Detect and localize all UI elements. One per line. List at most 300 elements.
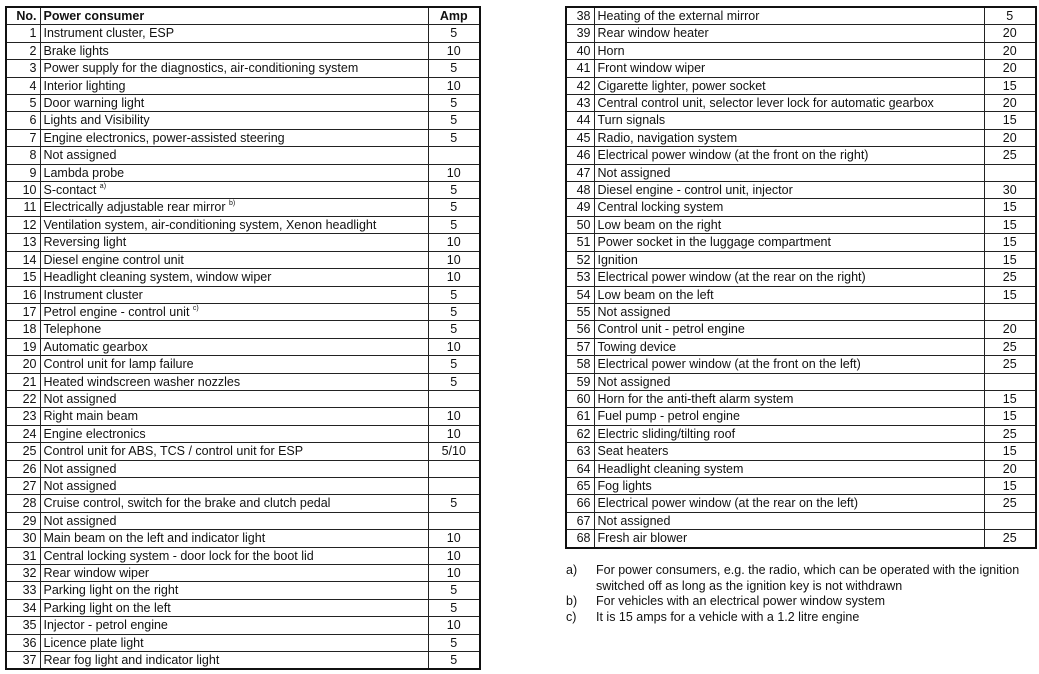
table-row <box>566 408 1036 425</box>
table-row <box>566 216 1036 233</box>
power-consumer-name: Low beam on the right <box>597 217 722 232</box>
power-consumer-cell <box>40 582 428 599</box>
power-consumer-cell <box>594 443 984 460</box>
amp-value: 10 <box>428 234 480 251</box>
power-consumer-cell <box>40 356 428 373</box>
table-row <box>6 112 480 129</box>
power-consumer-cell <box>594 425 984 442</box>
table-row <box>566 269 1036 286</box>
amp-value: 5 <box>428 303 480 320</box>
power-consumer-cell <box>40 77 428 94</box>
table-row <box>566 129 1036 146</box>
power-consumer-cell <box>40 112 428 129</box>
power-consumer-cell <box>40 425 428 442</box>
table-row <box>6 373 480 390</box>
power-consumer-cell <box>594 477 984 494</box>
power-consumer-name: Rear fog light and indicator light <box>43 653 220 668</box>
fuse-number: 66 <box>566 495 594 512</box>
table-row <box>566 25 1036 42</box>
table-row <box>566 95 1036 112</box>
table-row <box>6 269 480 286</box>
power-consumer-cell <box>40 617 428 634</box>
power-consumer-cell <box>594 216 984 233</box>
power-consumer-name: Electrical power window (at the rear on the right) <box>597 270 866 285</box>
amp-value: 25 <box>984 425 1036 442</box>
fuse-number: 24 <box>6 425 40 442</box>
power-consumer-cell <box>40 547 428 564</box>
power-consumer-name: Not assigned <box>597 304 671 319</box>
table-row <box>6 129 480 146</box>
fuse-number: 2 <box>6 42 40 59</box>
power-consumer-cell <box>594 25 984 42</box>
power-consumer-cell <box>594 286 984 303</box>
power-consumer-name: Electrical power window (at the front on the right) <box>597 148 869 163</box>
amp-value: 5 <box>428 199 480 216</box>
table-row <box>6 60 480 77</box>
power-consumer-cell <box>594 251 984 268</box>
amp-value: 5 <box>428 129 480 146</box>
amp-value: 5 <box>428 582 480 599</box>
fuse-number: 25 <box>6 443 40 460</box>
amp-value: 25 <box>984 338 1036 355</box>
power-consumer-cell <box>594 199 984 216</box>
table-row <box>6 95 480 112</box>
table-row <box>6 147 480 164</box>
power-consumer-name: Lights and Visibility <box>43 113 150 128</box>
power-consumer-cell <box>40 408 428 425</box>
fuse-number: 19 <box>6 338 40 355</box>
power-consumer-cell <box>40 338 428 355</box>
table-row <box>6 652 480 670</box>
power-consumer-name: Main beam on the left and indicator light <box>43 531 266 546</box>
power-consumer-cell <box>40 495 428 512</box>
fuse-number: 44 <box>566 112 594 129</box>
amp-value: 15 <box>984 390 1036 407</box>
table-row <box>566 530 1036 548</box>
footnote <box>566 563 1036 594</box>
amp-value: 5 <box>428 216 480 233</box>
amp-value: 20 <box>984 25 1036 42</box>
amp-value: 15 <box>984 199 1036 216</box>
power-consumer-cell <box>40 512 428 529</box>
amp-value: 25 <box>984 495 1036 512</box>
power-consumer-cell <box>594 42 984 59</box>
power-consumer-cell <box>594 60 984 77</box>
power-consumer-name: Not assigned <box>597 165 671 180</box>
power-consumer-name: Rear window wiper <box>43 566 150 580</box>
fuse-number: 21 <box>6 373 40 390</box>
fuse-table-left <box>5 6 481 670</box>
amp-value: 5 <box>428 60 480 77</box>
table-row <box>6 42 480 59</box>
power-consumer-name: Not assigned <box>597 374 671 389</box>
amp-value: 10 <box>428 425 480 442</box>
fuse-number: 43 <box>566 95 594 112</box>
fuse-number: 55 <box>566 303 594 320</box>
table-row <box>566 60 1036 77</box>
power-consumer-name: Diesel engine - control unit, injector <box>597 183 793 198</box>
table-row <box>566 512 1036 529</box>
power-consumer-cell <box>594 321 984 338</box>
amp-value: 10 <box>428 547 480 564</box>
fuse-number: 64 <box>566 460 594 477</box>
power-consumer-cell <box>40 216 428 233</box>
power-consumer-cell <box>40 95 428 112</box>
power-consumer-cell <box>594 77 984 94</box>
power-consumer-name: Brake lights <box>43 43 109 58</box>
power-consumer-cell <box>40 164 428 181</box>
power-consumer-name: Horn for the anti-theft alarm system <box>597 391 794 406</box>
table-row <box>6 547 480 564</box>
power-consumer-cell <box>594 408 984 425</box>
fuse-number: 63 <box>566 443 594 460</box>
power-consumer-name: Control unit for ABS, TCS / control unit for ESP <box>43 444 304 459</box>
table-row <box>566 338 1036 355</box>
amp-value: 5 <box>428 95 480 112</box>
amp-value: 10 <box>428 164 480 181</box>
table-row <box>6 599 480 616</box>
amp-value: 5 <box>984 7 1036 25</box>
footnote-mark: b) <box>566 594 578 608</box>
power-consumer-cell <box>40 443 428 460</box>
amp-value: 25 <box>984 269 1036 286</box>
fuse-number: 36 <box>6 634 40 651</box>
table-row <box>6 460 480 477</box>
table-row <box>566 390 1036 407</box>
power-consumer-cell <box>594 338 984 355</box>
fuse-number: 15 <box>6 269 40 286</box>
power-consumer-name: Instrument cluster, ESP <box>43 26 175 41</box>
fuse-number: 65 <box>566 477 594 494</box>
footnote-ref: a) <box>99 182 107 190</box>
fuse-number: 22 <box>6 390 40 407</box>
footnote-ref: b) <box>229 200 236 208</box>
table-row <box>566 182 1036 199</box>
power-consumer-name: Fuel pump - petrol engine <box>597 409 740 424</box>
fuse-number: 13 <box>6 234 40 251</box>
amp-value: 15 <box>984 112 1036 129</box>
amp-value: 15 <box>984 77 1036 94</box>
fuse-number: 54 <box>566 286 594 303</box>
power-consumer-cell <box>594 356 984 373</box>
fuse-number: 11 <box>6 199 40 216</box>
fuse-number: 47 <box>566 164 594 181</box>
power-consumer-name: Not assigned <box>43 461 117 476</box>
power-consumer-name: Fog lights <box>597 478 652 493</box>
power-consumer-name: Towing device <box>597 339 677 354</box>
amp-value: 5 <box>428 634 480 651</box>
header-consumer: Power consumer <box>40 7 428 25</box>
fuse-number: 1 <box>6 25 40 42</box>
table-row <box>566 112 1036 129</box>
fuse-number: 38 <box>566 7 594 25</box>
fuse-number: 41 <box>566 60 594 77</box>
power-consumer-name: Central locking system <box>597 200 724 215</box>
power-consumer-name: Not assigned <box>43 148 117 163</box>
power-consumer-name: Instrument cluster <box>43 287 143 302</box>
footnote-text: For power consumers, e.g. the radio, which can be operated with the ignition switched off as long as the ignition key is not withdrawn <box>596 563 1020 593</box>
amp-value: 10 <box>428 338 480 355</box>
power-consumer-name: Control unit for lamp failure <box>43 357 194 372</box>
fuse-number: 4 <box>6 77 40 94</box>
power-consumer-name: Cruise control, switch for the brake and clutch pedal <box>43 496 331 511</box>
amp-value: 5 <box>428 652 480 670</box>
power-consumer-name: Power supply for the diagnostics, air-conditioning system <box>43 61 359 76</box>
table-row <box>6 617 480 634</box>
amp-value: 10 <box>428 251 480 268</box>
fuse-number: 61 <box>566 408 594 425</box>
fuse-number: 39 <box>566 25 594 42</box>
power-consumer-cell <box>594 460 984 477</box>
power-consumer-cell <box>40 652 428 670</box>
power-consumer-name: Telephone <box>43 322 102 337</box>
power-consumer-cell <box>594 129 984 146</box>
power-consumer-cell <box>594 112 984 129</box>
power-consumer-name: Low beam on the left <box>597 287 714 302</box>
table-row <box>566 425 1036 442</box>
power-consumer-name: Power socket in the luggage compartment <box>597 235 831 250</box>
power-consumer-cell <box>594 495 984 512</box>
power-consumer-name: Not assigned <box>43 513 117 528</box>
power-consumer-name: Reversing light <box>43 235 127 250</box>
amp-value: 15 <box>984 234 1036 251</box>
table-row <box>6 286 480 303</box>
power-consumer-cell <box>40 60 428 77</box>
power-consumer-cell <box>40 251 428 268</box>
table-row <box>566 77 1036 94</box>
power-consumer-name: Interior lighting <box>43 78 126 93</box>
power-consumer-name: Cigarette lighter, power socket <box>597 78 766 93</box>
power-consumer-name: Parking light on the right <box>43 583 179 598</box>
power-consumer-cell <box>40 634 428 651</box>
power-consumer-name: Parking light on the left <box>43 600 171 615</box>
power-consumer-name: Seat heaters <box>597 444 669 459</box>
amp-value: 10 <box>428 42 480 59</box>
power-consumer-name: Central locking system - door lock for the boot lid <box>43 548 314 563</box>
fuse-number: 8 <box>6 147 40 164</box>
fuse-number: 26 <box>6 460 40 477</box>
amp-value: 5 <box>428 182 480 199</box>
fuse-number: 7 <box>6 129 40 146</box>
fuse-number: 33 <box>6 582 40 599</box>
fuse-number: 68 <box>566 530 594 548</box>
amp-value: 10 <box>428 617 480 634</box>
power-consumer-name: Radio, navigation system <box>597 130 738 145</box>
table-row <box>566 7 1036 25</box>
fuse-number: 35 <box>6 617 40 634</box>
power-consumer-name: Right main beam <box>43 409 138 424</box>
amp-value: 10 <box>428 77 480 94</box>
power-consumer-name: Electrical power window (at the rear on the left) <box>597 496 859 511</box>
power-consumer-cell <box>40 321 428 338</box>
table-row <box>566 460 1036 477</box>
table-row <box>6 408 480 425</box>
footnote-mark: a) <box>566 563 578 577</box>
power-consumer-cell <box>594 303 984 320</box>
amp-value: 10 <box>428 565 480 582</box>
table-row <box>6 321 480 338</box>
amp-value <box>984 512 1036 529</box>
fuse-number: 28 <box>6 495 40 512</box>
amp-value: 5 <box>428 112 480 129</box>
amp-value <box>428 147 480 164</box>
fuse-number: 30 <box>6 530 40 547</box>
table-row <box>566 164 1036 181</box>
power-consumer-cell <box>40 199 428 216</box>
amp-value <box>428 512 480 529</box>
power-consumer-name: Door warning light <box>43 96 145 111</box>
table-row <box>6 338 480 355</box>
footnote <box>566 610 1036 626</box>
power-consumer-cell <box>40 25 428 42</box>
amp-value: 5/10 <box>428 443 480 460</box>
fuse-number: 31 <box>6 547 40 564</box>
power-consumer-cell <box>594 390 984 407</box>
table-row <box>6 25 480 42</box>
fuse-table-right <box>565 6 1037 549</box>
table-row <box>566 373 1036 390</box>
amp-value: 20 <box>984 42 1036 59</box>
table-row <box>566 234 1036 251</box>
table-row <box>566 199 1036 216</box>
table-row <box>566 42 1036 59</box>
table-row <box>566 286 1036 303</box>
power-consumer-cell <box>40 269 428 286</box>
power-consumer-cell <box>594 164 984 181</box>
power-consumer-cell <box>40 234 428 251</box>
table-row <box>6 216 480 233</box>
power-consumer-cell <box>40 303 428 320</box>
table-row <box>6 199 480 216</box>
amp-value <box>984 303 1036 320</box>
power-consumer-cell <box>40 460 428 477</box>
power-consumer-cell <box>40 565 428 582</box>
fuse-number: 23 <box>6 408 40 425</box>
power-consumer-name: Central control unit, selector lever lock for automatic gearbox <box>597 96 934 111</box>
power-consumer-name: Licence plate light <box>43 635 144 650</box>
amp-value: 25 <box>984 530 1036 548</box>
table-row <box>6 251 480 268</box>
fuse-number: 46 <box>566 147 594 164</box>
power-consumer-name: Not assigned <box>43 391 117 406</box>
amp-value: 5 <box>428 356 480 373</box>
fuse-number: 62 <box>566 425 594 442</box>
header-no: No. <box>6 7 40 25</box>
table-row <box>6 443 480 460</box>
table-row <box>6 356 480 373</box>
table-row <box>566 495 1036 512</box>
power-consumer-name: Engine electronics, power-assisted steering <box>43 130 285 145</box>
fuse-number: 6 <box>6 112 40 129</box>
power-consumer-name: Electric sliding/tilting roof <box>597 426 736 441</box>
power-consumer-name: Diesel engine control unit <box>43 252 184 267</box>
power-consumer-name: Front window wiper <box>597 61 706 76</box>
table-row <box>6 390 480 407</box>
fuse-number: 5 <box>6 95 40 112</box>
power-consumer-cell <box>40 286 428 303</box>
power-consumer-name: Headlight cleaning system, window wiper <box>43 270 272 285</box>
fuse-number: 59 <box>566 373 594 390</box>
power-consumer-cell <box>40 182 428 199</box>
table-row <box>566 251 1036 268</box>
table-row <box>566 303 1036 320</box>
power-consumer-name: Horn <box>597 43 625 58</box>
fuse-number: 20 <box>6 356 40 373</box>
amp-value: 15 <box>984 216 1036 233</box>
power-consumer-name: Control unit - petrol engine <box>597 322 745 337</box>
fuse-number: 27 <box>6 477 40 494</box>
fuse-number: 29 <box>6 512 40 529</box>
amp-value: 20 <box>984 460 1036 477</box>
power-consumer-name: Lambda probe <box>43 165 125 180</box>
table-row <box>6 530 480 547</box>
table-row <box>6 425 480 442</box>
power-consumer-name: Ventilation system, air-conditioning system, Xenon headlight <box>43 217 377 232</box>
power-consumer-cell <box>594 234 984 251</box>
amp-value: 5 <box>428 495 480 512</box>
fuse-number: 17 <box>6 303 40 320</box>
fuse-number: 60 <box>566 390 594 407</box>
power-consumer-name: Fresh air blower <box>597 531 688 546</box>
power-consumer-name: S-contact <box>43 183 97 198</box>
amp-value <box>984 373 1036 390</box>
footnote-text: It is 15 amps for a vehicle with a 1.2 litre engine <box>596 609 860 624</box>
power-consumer-name: Electrically adjustable rear mirror <box>43 200 226 215</box>
table-row <box>566 443 1036 460</box>
power-consumer-cell <box>594 373 984 390</box>
amp-value: 20 <box>984 95 1036 112</box>
amp-value: 5 <box>428 321 480 338</box>
table-row <box>566 147 1036 164</box>
power-consumer-cell <box>40 373 428 390</box>
power-consumer-cell <box>594 7 984 25</box>
power-consumer-cell <box>594 512 984 529</box>
amp-value: 15 <box>984 477 1036 494</box>
power-consumer-cell <box>594 147 984 164</box>
amp-value <box>428 477 480 494</box>
amp-value: 10 <box>428 530 480 547</box>
fuse-number: 12 <box>6 216 40 233</box>
power-consumer-name: Petrol engine - control unit <box>43 304 190 319</box>
power-consumer-cell <box>40 147 428 164</box>
table-row <box>6 164 480 181</box>
power-consumer-name: Ignition <box>597 252 638 267</box>
power-consumer-cell <box>40 530 428 547</box>
power-consumer-cell <box>40 477 428 494</box>
amp-value <box>428 460 480 477</box>
amp-value: 10 <box>428 269 480 286</box>
power-consumer-name: Turn signals <box>597 113 666 128</box>
footnote-ref: c) <box>192 304 199 312</box>
fuse-number: 32 <box>6 565 40 582</box>
power-consumer-name: Electrical power window (at the front on the left) <box>597 357 861 372</box>
amp-value: 20 <box>984 60 1036 77</box>
header-amp: Amp <box>428 7 480 25</box>
fuse-number: 45 <box>566 129 594 146</box>
power-consumer-name: Engine electronics <box>43 426 146 441</box>
footnote-text: For vehicles with an electrical power window system <box>596 594 885 608</box>
amp-value <box>984 164 1036 181</box>
fuse-number: 10 <box>6 182 40 199</box>
fuse-number: 37 <box>6 652 40 670</box>
fuse-number: 42 <box>566 77 594 94</box>
amp-value: 15 <box>984 443 1036 460</box>
fuse-number: 14 <box>6 251 40 268</box>
power-consumer-name: Rear window heater <box>597 26 709 41</box>
amp-value: 5 <box>428 286 480 303</box>
power-consumer-name: Heating of the external mirror <box>597 9 760 23</box>
table-row <box>6 182 480 199</box>
